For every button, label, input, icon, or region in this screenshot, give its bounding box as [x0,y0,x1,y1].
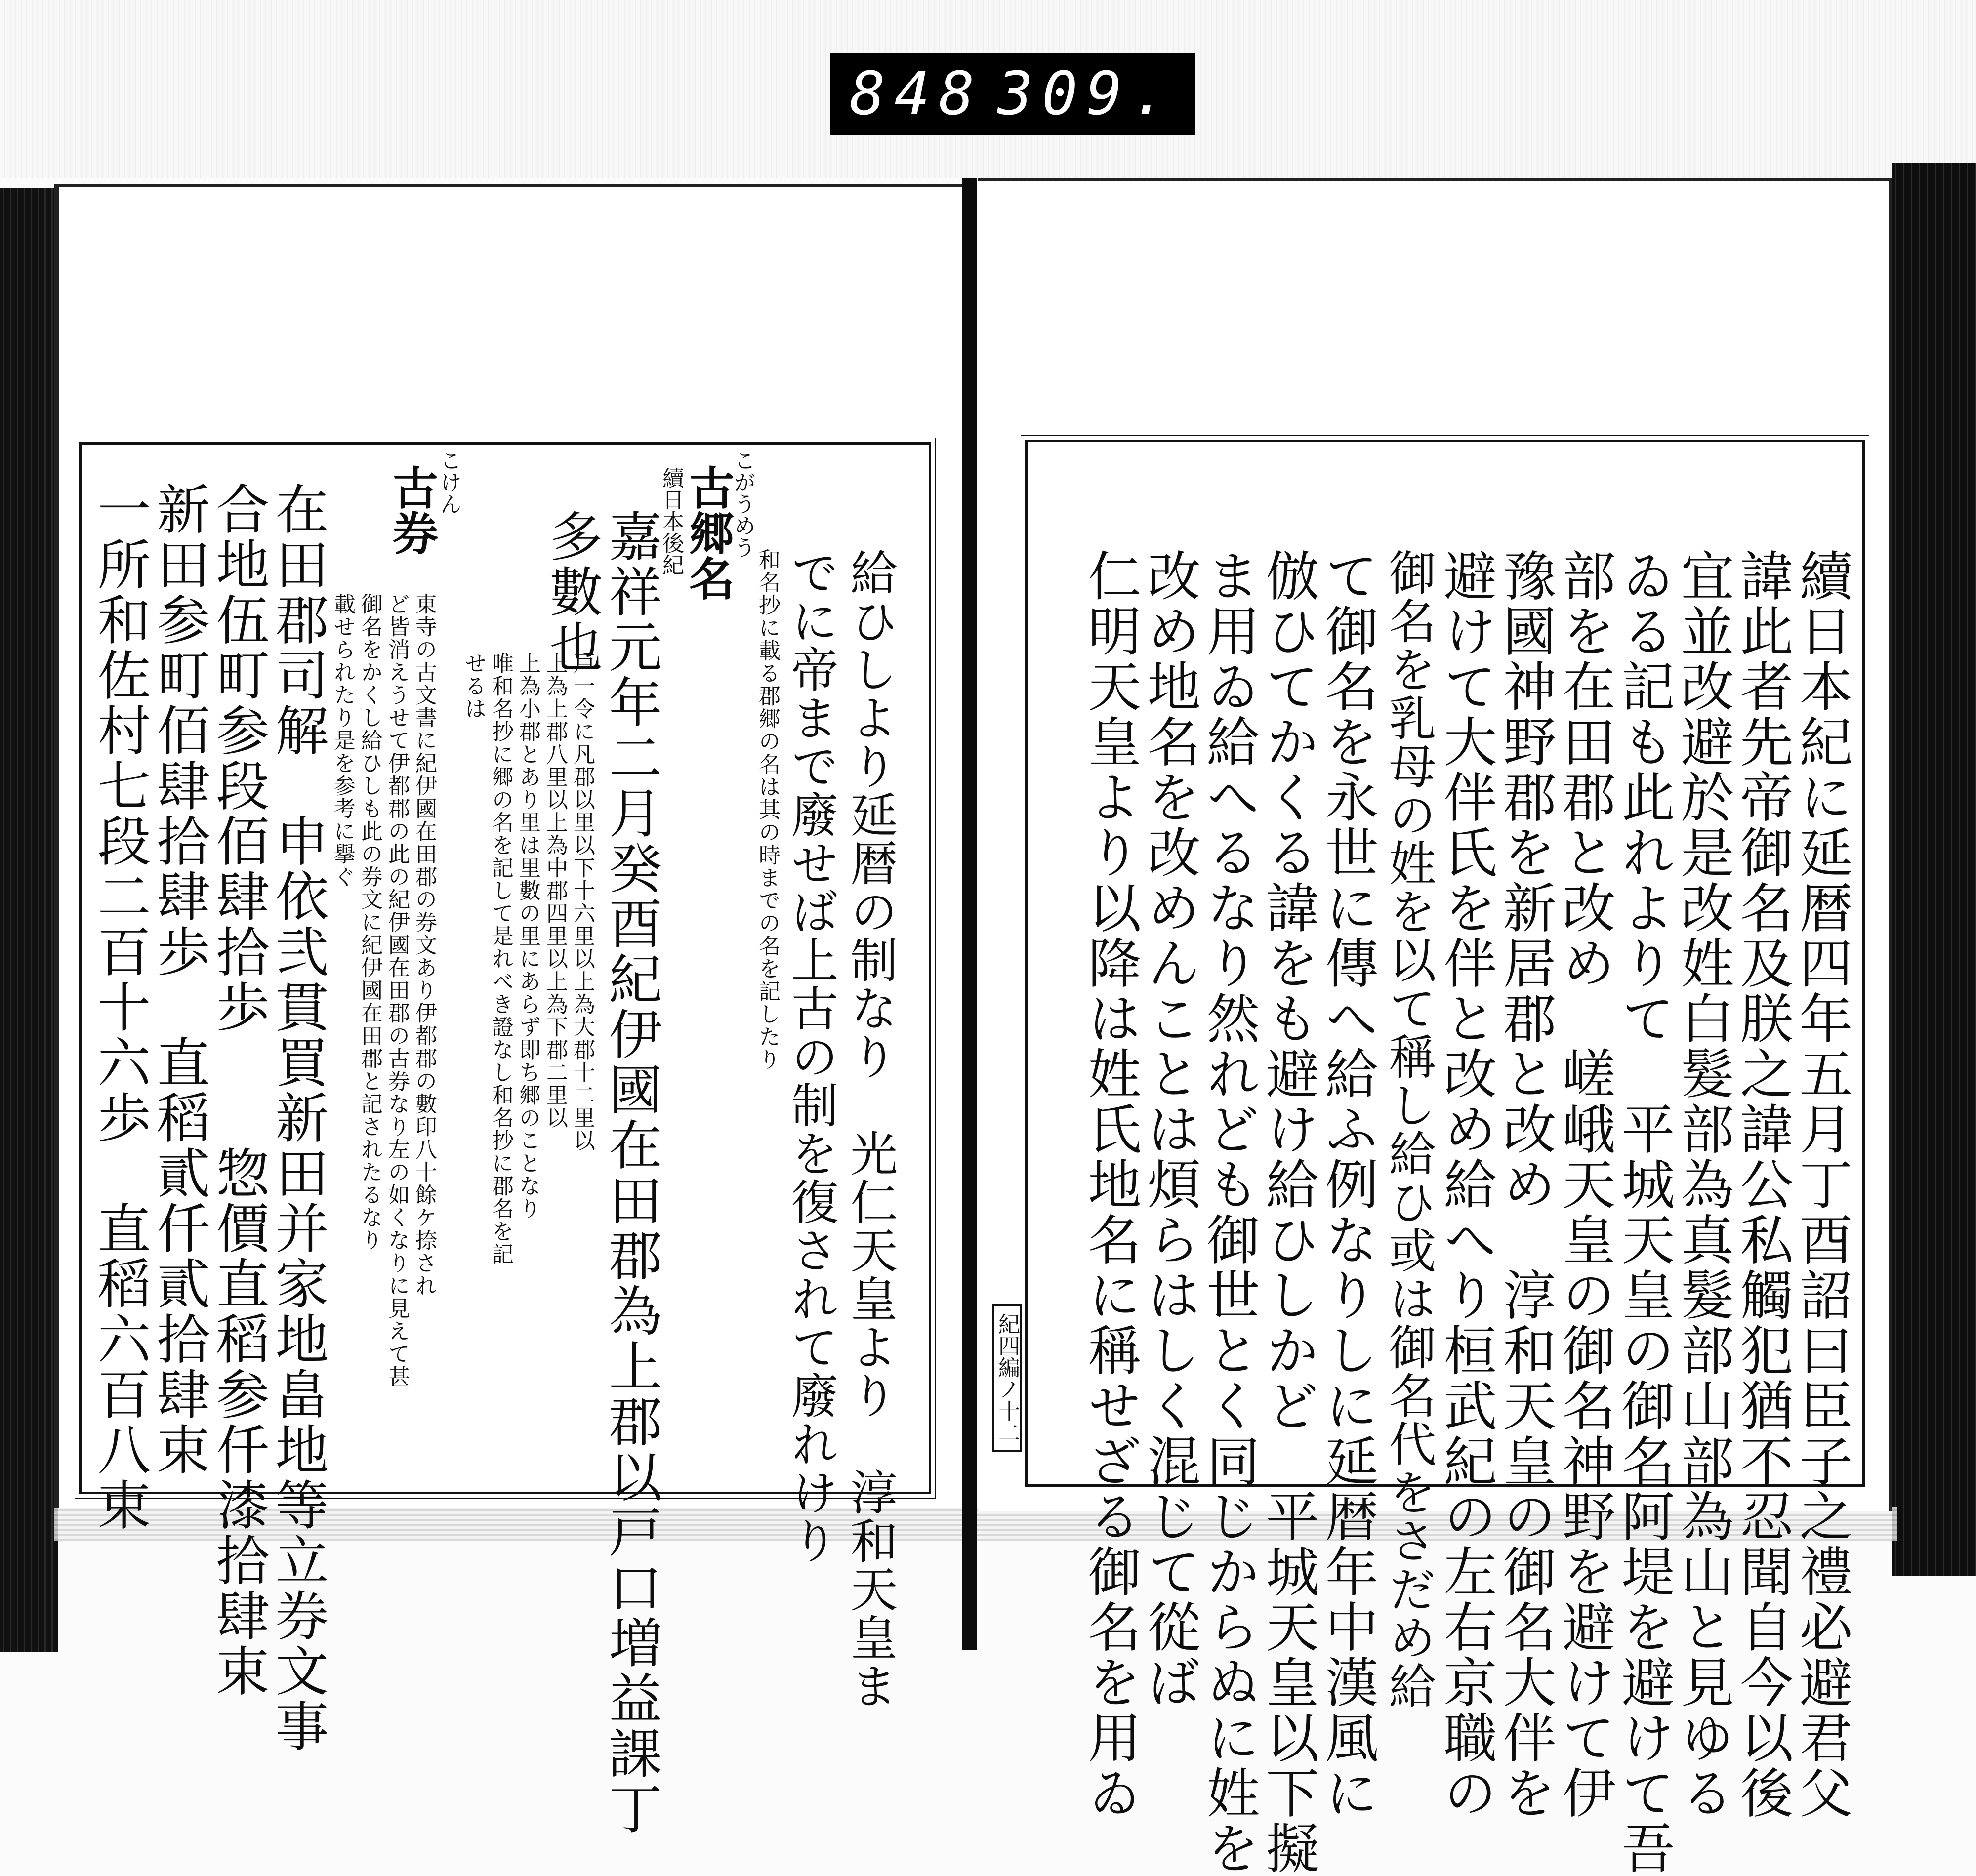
right-column-1: 續日本紀に延暦四年五月丁酉詔曰臣子之禮必避君父 [1790,548,1852,1821]
section2-doc-line-4: 一所和佐村七段二百十六歩 直稻六百八束 [88,482,150,1533]
right-column-9: て御名を永世に傳へ給ふ例なりしに延暦年中漢風に [1316,548,1378,1821]
section1-note-5: せるは [461,652,486,720]
left-column-3: 和名抄に載る郡郷の名は其の時までの名を記したり [755,548,780,1071]
book-spine [962,178,977,1650]
right-column-5: 部を在田郡と改め 嵯峨天皇の御名神野を避けて伊 [1553,548,1615,1821]
footer-page-mark: 紀四編ノ十二 [992,1304,1022,1452]
left-column-2: でに帝まで廢せば上古の制を復されて廢れけり [783,548,839,1565]
right-column-10: 倣ひてかくる諱をも避け給ひしかど 平城天皇以下擬 [1257,548,1318,1876]
page-number-plate [830,53,1195,135]
plate-number-left: 848 [850,60,984,128]
section1-source: 續日本後紀 [659,467,684,575]
section2-note-3: 御名をかくし給ひしも此の券文に紀伊國在田郡と記されたるなり [357,593,382,1252]
section2-title: 古券 [385,464,439,555]
right-column-12: 改め地名を改めんことは煩らはしく混じて從ば [1138,548,1200,1710]
plate-number-right: 309. [997,60,1176,128]
section1-note-4: 唯和名抄に郷の名を記して是れべき證なし和名抄に郡名を記 [488,652,513,1265]
section2-ruby: こけん [436,449,461,515]
left-text-frame [79,442,931,1836]
section1-ruby: こがうめう [730,449,755,558]
section2-doc-line-3: 新田参町佰肆拾肆歩 直稻貳仟貳拾肆束 [148,482,209,1477]
right-column-11: ま用ゐ給へるなり然れども御世とく同じからぬに姓を [1197,548,1259,1876]
book-edge-left [0,188,58,1652]
book-edge-right [1892,163,1976,1576]
section1-title: 古郷名 [682,464,735,601]
left-column-1: 給ひしより延暦の制なり 光仁天皇より 淳和天皇ま [843,548,898,1710]
right-column-3: 宜並改避於是改姓白髮部為真髮部山部為山と見ゆる [1672,548,1733,1821]
right-column-8: 御名を乳母の姓を以て稱し給ひ或は御名代をさだめ給 [1381,548,1437,1710]
right-column-2: 諱此者先帝御名及朕之諱公私觸犯猶不忍聞自今以後 [1731,548,1793,1821]
right-column-4: ゐる記も此れよりて 平城天皇の御名阿堤を避けて吾 [1612,548,1674,1876]
section1-text: 嘉祥元年二月癸酉紀伊國在田郡為上郡以戸口増益課丁 [600,509,661,1836]
right-column-7: 避けて大伴氏を伴と改め給へり桓武紀の左右京職の [1435,548,1496,1821]
right-text-frame [1025,440,1865,1876]
section2-note-4: 載せられたり是を参考に擧ぐ [330,593,355,888]
section2-note-1: 東寺の古文書に紀伊國在田郡の券文あり伊都郡の數印八十餘ケ捺され [412,593,437,1297]
section2-note-2: ど皆消えうせて伊都郡の此の紀伊國在田郡の古券なり左の如くなりに見えて甚 [384,593,410,1388]
section1-text2: 多數也 [540,509,602,675]
section1-note-1: 戸一令に凡郡以里以下十六里以上為大郡十二里以 [570,652,595,1152]
section1-note-3: 上為小郡とあり里は里數の里にあらず即ち郷のことなり [515,652,540,1220]
section2-doc-line-2: 合地伍町参段佰肆拾歩 惣價直稻参仟漆拾肆束 [207,482,269,1699]
right-column-13: 仁明天皇より以降は姓氏地名に稱せざる御名を用ゐ [1079,548,1141,1821]
section1-note-2: 上為上郡八里以上為中郡四里以上為下郡二里以 [542,652,568,1129]
section2-doc-line-1: 在田郡司解 申依弐貫買新田并家地畠地等立券文事 [266,482,328,1754]
right-column-6: 豫國神野郡を新居郡と改め 淳和天皇の御名大伴を [1494,548,1556,1821]
